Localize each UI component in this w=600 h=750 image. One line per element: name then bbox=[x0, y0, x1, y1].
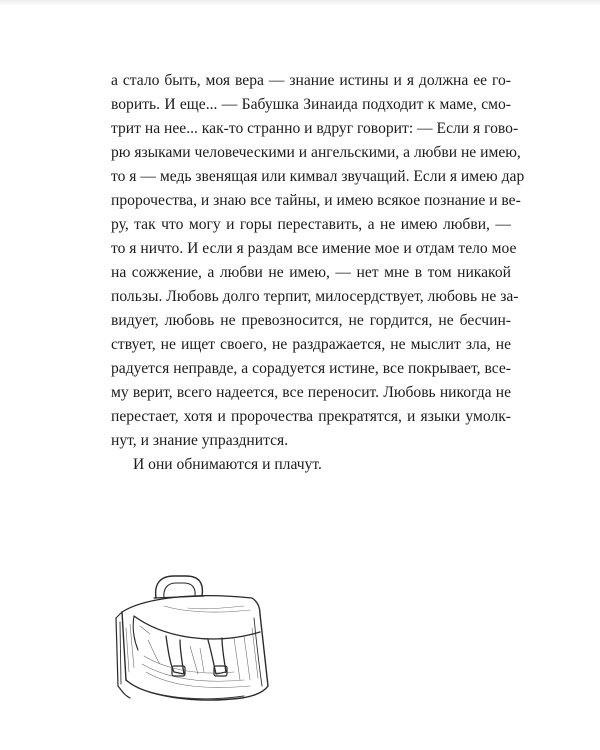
text-line: пророчества, и знаю все тайны, и имею всякое познание и ве- bbox=[111, 192, 521, 209]
text-line: рю языками человеческими и ангельскими, а любви не имею, bbox=[111, 144, 521, 161]
text-line: пользы. Любовь долго терпит, милосердствует, любовь не за- bbox=[111, 288, 519, 305]
text-line: трит на нее... как-то странно и вдруг говорит: — Если я гово- bbox=[111, 120, 519, 137]
page-top-edge bbox=[0, 0, 600, 6]
text-line: то я ничто. И если я раздам все имение мое и отдам тело мое bbox=[111, 240, 517, 257]
text-line: перестает, хотя и пророчества прекратятся, и языки умолк- bbox=[111, 408, 511, 425]
text-line: ру, так что могу и горы переставить, а не имею любви, — bbox=[111, 216, 511, 233]
briefcase-sketch-icon bbox=[104, 568, 274, 714]
text-line: на сожжение, а любви не имею, — нет мне в том никакой bbox=[111, 264, 511, 281]
text-line: ворить. И еще... — Бабушка Зинаида подходит к маме, смо- bbox=[111, 96, 511, 113]
closing-paragraph: И они обнимаются и плачут. bbox=[133, 456, 322, 473]
text-line: то я — медь звенящая или кимвал звучащий. Если я имею дар bbox=[111, 168, 525, 185]
text-line: а стало быть, моя вера — знание истины и я должна ее го- bbox=[111, 72, 511, 89]
text-line: му верит, всего надеется, все переносит. Любовь никогда не bbox=[111, 384, 511, 401]
text-line: видует, любовь не превозносится, не гордится, не бесчин- bbox=[111, 312, 511, 329]
text-line: нут, и знание упразднится. bbox=[111, 432, 289, 449]
body-text bbox=[111, 69, 525, 477]
text-line: ствует, не ищет своего, не раздражается, не мыслит зла, не bbox=[111, 336, 511, 353]
text-line: радуется неправде, а сорадуется истине, все покрывает, все- bbox=[111, 360, 511, 377]
